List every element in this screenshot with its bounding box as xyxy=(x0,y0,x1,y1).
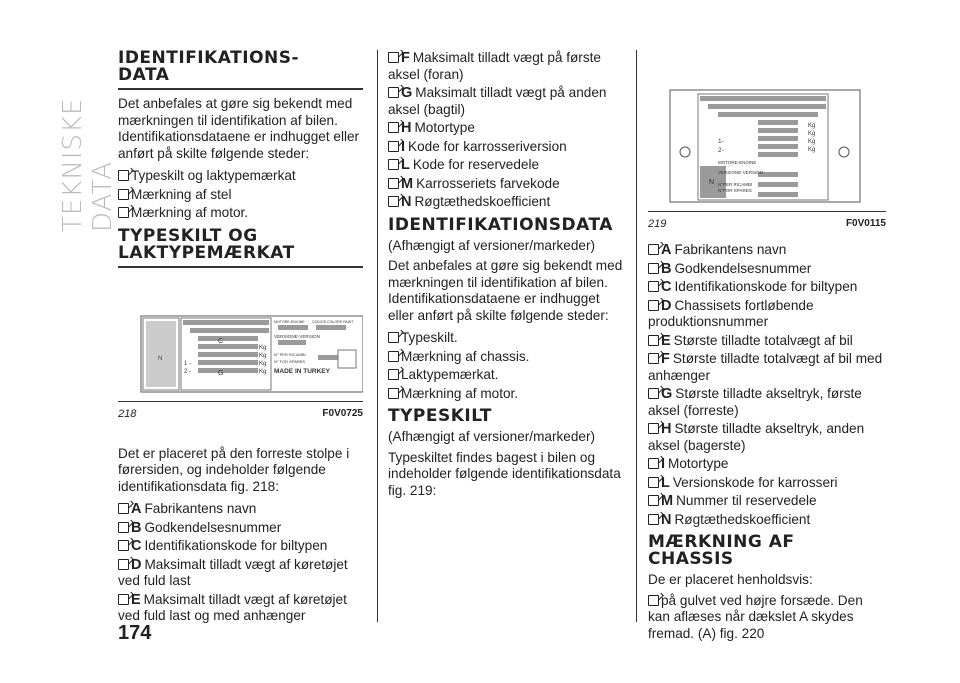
intro-paragraph-2: Det anbefales at gøre sig bekendt med mærkningen til identifikation af bilen. Identifikationsdataene er indhugget eller anført på skilte følgende steder: xyxy=(388,258,623,323)
definition-item xyxy=(648,279,886,296)
checkbox-bullet-icon xyxy=(118,170,129,181)
list-item-text: Mærkning af stel xyxy=(131,186,232,202)
plate-axle-1: 1 - xyxy=(184,360,192,367)
list-item xyxy=(118,205,363,222)
definition-item xyxy=(118,520,363,537)
checkbox-bullet-icon xyxy=(388,159,399,170)
definition-item xyxy=(648,421,886,454)
definition-key: I xyxy=(401,138,406,155)
placement-paragraph: Det er placeret på den forreste stolpe i førersiden, og indeholder følgende identifikationsdata fig. 218: xyxy=(118,445,350,494)
checkbox-bullet-icon xyxy=(648,458,659,469)
list-item xyxy=(388,367,624,384)
plate-spares-label: N°FOR SPARES xyxy=(718,188,752,193)
list-item-text: Typeskilt og laktypemærkat xyxy=(131,168,296,183)
places-list xyxy=(648,593,886,643)
definition-item xyxy=(648,456,886,473)
page-number: 174 xyxy=(118,622,152,644)
definition-key: H xyxy=(401,120,412,136)
plate-kg-2: Kg xyxy=(808,131,816,137)
plate-engine-label: MOTORE-ENGINE xyxy=(274,319,305,324)
checkbox-bullet-icon xyxy=(118,559,129,570)
definition-item xyxy=(388,85,624,118)
definition-key: E xyxy=(131,591,141,608)
plate-axle-2: 2- xyxy=(718,147,724,154)
definition-key: F xyxy=(401,50,410,66)
checkbox-bullet-icon xyxy=(388,178,399,189)
column-divider xyxy=(636,50,637,622)
definition-text: Røgtæthedskoefficient xyxy=(674,511,811,527)
definition-text: Fabrikantens navn xyxy=(144,501,257,516)
checkbox-bullet-icon xyxy=(648,300,659,311)
subheading-markets: (Afhængigt af versioner/markeder) xyxy=(388,237,596,253)
section-side-title: TEKNISKE DATA xyxy=(58,97,118,232)
definition-key: H xyxy=(661,421,672,437)
definition-key: G xyxy=(661,386,673,402)
definition-text: Fabrikantens navn xyxy=(674,242,787,257)
plate-kg-1: Kg xyxy=(808,123,816,129)
checkbox-bullet-icon xyxy=(118,540,129,551)
checkbox-bullet-icon xyxy=(648,495,659,506)
figure-code: F0V0725 xyxy=(322,407,363,419)
checkbox-bullet-icon xyxy=(388,369,399,380)
plate-kg-3: Kg xyxy=(808,139,816,145)
heading-rule xyxy=(118,88,363,90)
plate-ricambi-label: N°PER RICAMBI xyxy=(718,182,753,187)
definition-key: M xyxy=(401,175,414,192)
checkbox-bullet-icon xyxy=(118,522,129,533)
heading-identification-data: IDENTIFIKATIONS- DATA xyxy=(118,48,300,85)
definition-text: Største tilladte totalvægt af bil xyxy=(673,332,853,348)
definition-text: Godkendelsesnummer xyxy=(144,519,282,535)
places-list xyxy=(388,330,624,402)
definition-item xyxy=(648,333,886,350)
definition-item xyxy=(388,139,624,156)
definition-text: Maksimalt tilladt vægt på anden aksel (bagtil) xyxy=(388,85,607,117)
checkbox-bullet-icon xyxy=(388,351,399,362)
list-item-text: på gulvet ved højre forsæde. Den kan aflæses når dækslet A skydes fremad. (A) fig. 220 xyxy=(648,592,863,641)
definition-text: Identifikationskode for biltypen xyxy=(144,538,328,553)
checkbox-bullet-icon xyxy=(648,514,659,525)
figure-caption xyxy=(648,211,886,230)
figure-218 xyxy=(118,308,363,420)
heading-chassis-marking: MÆRKNING AF CHASSIS xyxy=(648,532,795,569)
figure-caption xyxy=(118,401,363,420)
definition-text: Karrosseriets farvekode xyxy=(416,175,560,191)
checkbox-bullet-icon xyxy=(388,52,399,63)
definition-item xyxy=(388,50,624,83)
definition-list xyxy=(648,242,886,528)
list-item xyxy=(388,330,624,347)
definition-key: E xyxy=(661,332,671,349)
definition-text: Største tilladte totalvægt af bil med anhænger xyxy=(648,351,883,383)
intro-paragraph: Det anbefales at gøre sig bekendt med mærkningen til identifikation af bilen. Identifikationsdataene er indhugget eller anført på skilte følgende steder: xyxy=(118,96,360,161)
definition-item xyxy=(648,242,886,259)
list-item xyxy=(118,168,363,185)
definition-key: N xyxy=(401,194,412,210)
definition-item xyxy=(648,493,886,510)
definition-item xyxy=(118,557,363,590)
definition-item xyxy=(648,386,886,419)
definition-item xyxy=(388,120,624,137)
definition-text: Identifikationskode for biltypen xyxy=(674,279,858,294)
definition-key: C xyxy=(131,538,142,554)
list-item xyxy=(388,349,624,366)
checkbox-bullet-icon xyxy=(648,423,659,434)
svg-text:C: C xyxy=(218,337,224,345)
checkbox-bullet-icon xyxy=(648,477,659,488)
checkbox-bullet-icon xyxy=(648,335,659,346)
definition-key: L xyxy=(661,474,670,491)
definition-text: Største tilladte akseltryk, første aksel (forreste) xyxy=(648,386,862,418)
definition-item xyxy=(648,298,886,331)
plate-axle-2: 2 - xyxy=(184,368,192,375)
column-divider xyxy=(377,50,378,622)
checkbox-bullet-icon xyxy=(648,353,659,364)
definition-key: L xyxy=(401,157,410,173)
type-plate-paragraph: Typeskiltet findes bagest i bilen og indeholder følgende identifikationsdata fig. 219: xyxy=(388,449,621,498)
checkbox-bullet-icon xyxy=(388,122,399,133)
plate-kg-4: Kg xyxy=(808,147,816,153)
subheading-markets: (Afhængigt af versioner/markeder) xyxy=(388,429,596,444)
plate-engine-label: MOTORE-ENGINE xyxy=(718,160,757,165)
heading-identification-data-2: IDENTIFIKATIONSDATA xyxy=(388,214,613,235)
list-item-text: Mærkning af motor. xyxy=(401,385,519,401)
definition-text: Motortype xyxy=(414,120,475,135)
list-item-text: Laktypemærkat. xyxy=(401,367,499,382)
chassis-intro: De er placeret henholdsvis: xyxy=(648,572,813,587)
definition-list xyxy=(388,50,624,211)
plate-kg-3: Kg xyxy=(259,360,267,367)
checkbox-bullet-icon xyxy=(118,207,129,218)
heading-type-plate-2: TYPESKILT xyxy=(388,406,492,426)
definition-text: Maksimalt tilladt vægt af køretøjet ved fuld last xyxy=(118,556,348,588)
plate-axle-1: 1- xyxy=(718,138,724,145)
list-item xyxy=(388,386,624,403)
definition-item xyxy=(648,475,886,492)
definition-text: Maksimalt tilladt vægt på første aksel (foran) xyxy=(388,50,601,82)
plate-spares-label: N° FOR SPARES xyxy=(274,358,306,364)
plate-label-n: N xyxy=(158,355,163,362)
definition-item xyxy=(648,351,886,384)
plate-made-in-label: MADE IN TURKEY xyxy=(274,367,330,375)
checkbox-bullet-icon xyxy=(118,594,129,605)
definition-key: I xyxy=(661,456,666,472)
plate-kg-4: Kg xyxy=(259,368,267,375)
checkbox-bullet-icon xyxy=(388,141,399,152)
list-item-text: Mærkning af motor. xyxy=(131,205,249,220)
checkbox-bullet-icon xyxy=(388,196,399,207)
column-1 xyxy=(118,50,363,627)
figure-number: 219 xyxy=(648,218,667,230)
plate-label-n: N xyxy=(709,179,715,186)
checkbox-bullet-icon xyxy=(388,87,399,98)
definition-item xyxy=(118,538,363,555)
definition-item xyxy=(118,501,363,518)
figure-code: F0V0115 xyxy=(845,218,886,229)
type-plate-illustration xyxy=(118,308,363,394)
definition-item xyxy=(648,261,886,278)
checkbox-bullet-icon xyxy=(648,281,659,292)
definition-item xyxy=(388,176,624,193)
definition-text: Maksimalt tilladt vægt af køretøjet ved fuld last og med anhænger xyxy=(118,591,347,623)
plate-version-label: VERSIONE-VERSION xyxy=(274,333,320,339)
type-plate-illustration xyxy=(648,70,886,204)
heading-rule xyxy=(118,266,363,268)
plate-version-label: VERSIONE-VERSION xyxy=(718,170,764,175)
definition-key: D xyxy=(661,297,672,314)
definition-text: Versionskode for karrosseri xyxy=(672,474,838,490)
definition-key: M xyxy=(661,493,674,509)
checkbox-bullet-icon xyxy=(388,332,399,343)
definition-item xyxy=(648,512,886,529)
figure-219 xyxy=(648,70,886,230)
plate-color-label: CODICE COLORE PAINT xyxy=(312,319,354,324)
heading-type-plate: TYPESKILT OG LAKTYPEMÆRKAT xyxy=(118,225,295,263)
plate-kg-1: Kg xyxy=(259,344,267,351)
list-item xyxy=(118,187,363,204)
list-item-text: Typeskilt. xyxy=(401,330,458,345)
plate-kg-2: Kg xyxy=(259,352,267,359)
definition-key: D xyxy=(131,556,142,573)
definition-item xyxy=(118,592,363,625)
definition-key: F xyxy=(661,351,670,367)
list-item xyxy=(648,593,886,643)
definition-key: A xyxy=(131,501,142,517)
definition-key: C xyxy=(661,279,672,295)
checkbox-bullet-icon xyxy=(648,595,659,606)
checkbox-bullet-icon xyxy=(118,503,129,514)
checkbox-bullet-icon xyxy=(388,388,399,399)
definition-list xyxy=(118,501,363,625)
definition-text: Største tilladte akseltryk, anden aksel (bagerste) xyxy=(648,421,865,453)
column-2 xyxy=(388,50,624,505)
definition-text: Kode for reservedele xyxy=(412,157,540,172)
definition-text: Røgtæthedskoefficient xyxy=(414,194,551,209)
definition-item xyxy=(388,157,624,174)
definition-key: B xyxy=(661,260,672,277)
checkbox-bullet-icon xyxy=(648,388,659,399)
plate-ricambi-label: N° PER RICAMBI xyxy=(274,351,306,357)
definition-text: Kode for karrosseriversion xyxy=(408,138,567,154)
definition-text: Godkendelsesnummer xyxy=(674,260,812,276)
svg-text:G: G xyxy=(218,369,224,377)
definition-text: Nummer til reservedele xyxy=(676,493,817,508)
definition-key: G xyxy=(401,85,413,101)
definition-key: N xyxy=(661,511,672,528)
definition-key: B xyxy=(131,519,142,536)
definition-item xyxy=(388,194,624,211)
figure-number: 218 xyxy=(118,407,137,420)
definition-key: A xyxy=(661,242,672,258)
column-3 xyxy=(648,50,886,644)
list-item-text: Mærkning af chassis. xyxy=(401,348,530,364)
checkbox-bullet-icon xyxy=(118,189,129,200)
definition-text: Chassisets fortløbende produktionsnummer xyxy=(648,297,814,329)
places-list xyxy=(118,168,363,222)
definition-text: Motortype xyxy=(668,456,729,471)
checkbox-bullet-icon xyxy=(648,263,659,274)
checkbox-bullet-icon xyxy=(648,244,659,255)
